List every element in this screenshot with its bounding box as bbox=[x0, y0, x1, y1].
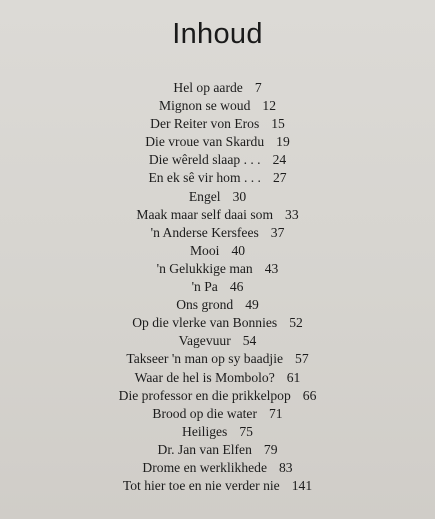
toc-entry-title: Heiliges bbox=[182, 423, 228, 439]
toc-entry bbox=[0, 97, 435, 115]
table-of-contents bbox=[0, 79, 435, 495]
toc-entry-page-number: 49 bbox=[245, 297, 259, 313]
toc-entry bbox=[0, 350, 435, 368]
toc-entry-title: Die professor en die prikkelpop bbox=[118, 387, 291, 403]
page-title: Inhoud bbox=[172, 18, 263, 50]
toc-entry-page-number: 75 bbox=[239, 423, 253, 439]
toc-entry-title: En ek sê vir hom . . . bbox=[148, 170, 261, 186]
toc-entry bbox=[0, 79, 435, 97]
toc-entry bbox=[0, 133, 435, 151]
toc-entry-title: Takseer 'n man op sy baadjie bbox=[126, 351, 284, 367]
toc-entry-title: Engel bbox=[188, 188, 221, 204]
toc-entry bbox=[0, 423, 435, 441]
toc-entry bbox=[0, 314, 435, 332]
toc-entry-page-number: 83 bbox=[278, 459, 293, 475]
toc-entry bbox=[0, 369, 435, 387]
toc-entry bbox=[0, 278, 435, 296]
toc-entry-page-number: 30 bbox=[232, 188, 247, 204]
toc-entry bbox=[0, 296, 435, 314]
toc-entry bbox=[0, 405, 435, 423]
toc-entry-page-number: 37 bbox=[270, 224, 285, 240]
toc-entry-title: Mignon se woud bbox=[159, 98, 251, 114]
toc-entry-page-number: 40 bbox=[231, 242, 246, 258]
toc-entry-page-number: 46 bbox=[229, 279, 244, 295]
toc-entry bbox=[0, 459, 435, 477]
toc-entry-page-number: 57 bbox=[295, 351, 309, 367]
toc-entry-page-number: 19 bbox=[276, 134, 290, 150]
toc-entry-title: 'n Gelukkige man bbox=[156, 260, 253, 276]
toc-entry-title: Vagevuur bbox=[178, 333, 231, 349]
toc-entry-page-number: 12 bbox=[262, 98, 276, 114]
toc-entry bbox=[0, 151, 435, 169]
toc-entry-title: Mooi bbox=[189, 242, 220, 258]
toc-entry-title: Drome en werklikhede bbox=[142, 459, 267, 475]
toc-entry-page-number: 43 bbox=[264, 260, 279, 276]
toc-entry bbox=[0, 224, 435, 242]
toc-entry-page-number: 66 bbox=[302, 387, 317, 403]
toc-entry-title: Die vroue van Skardu bbox=[145, 134, 265, 150]
toc-entry-page-number: 79 bbox=[263, 441, 278, 457]
toc-entry bbox=[0, 441, 435, 459]
toc-entry bbox=[0, 477, 435, 495]
toc-entry-page-number: 71 bbox=[268, 405, 283, 421]
toc-entry-title: 'n Pa bbox=[191, 279, 218, 295]
toc-entry-page-number: 141 bbox=[291, 478, 313, 494]
toc-entry bbox=[0, 169, 435, 187]
toc-entry-page-number: 61 bbox=[286, 369, 301, 385]
toc-entry bbox=[0, 332, 435, 350]
toc-entry-page-number: 24 bbox=[272, 152, 287, 168]
toc-entry-title: Waar de hel is Mombolo? bbox=[134, 369, 275, 385]
toc-entry-page-number: 54 bbox=[242, 333, 257, 349]
toc-entry-page-number: 15 bbox=[271, 116, 285, 132]
toc-entry-title: Der Reiter von Eros bbox=[150, 116, 260, 132]
toc-entry bbox=[0, 188, 435, 206]
toc-entry-page-number: 52 bbox=[289, 315, 303, 331]
toc-entry-title: Ons grond bbox=[176, 297, 234, 313]
toc-entry-title: Die wêreld slaap . . . bbox=[148, 152, 261, 168]
toc-entry-title: Op die vlerke van Bonnies bbox=[132, 315, 278, 331]
toc-entry-page-number: 33 bbox=[285, 206, 299, 222]
toc-entry bbox=[0, 206, 435, 224]
toc-entry-page-number: 27 bbox=[272, 170, 287, 186]
toc-entry-title: Brood op die water bbox=[152, 405, 257, 421]
toc-entry-page-number: 7 bbox=[254, 80, 262, 95]
toc-entry bbox=[0, 242, 435, 260]
toc-entry-title: 'n Anderse Kersfees bbox=[150, 224, 259, 240]
toc-entry bbox=[0, 387, 435, 405]
toc-entry-title: Maak maar self daai som bbox=[136, 206, 274, 222]
toc-entry-title: Dr. Jan van Elfen bbox=[157, 441, 252, 457]
toc-entry bbox=[0, 115, 435, 133]
toc-entry-title: Hel op aarde bbox=[173, 80, 243, 95]
toc-entry-title: Tot hier toe en nie verder nie bbox=[122, 478, 280, 494]
toc-entry bbox=[0, 260, 435, 278]
